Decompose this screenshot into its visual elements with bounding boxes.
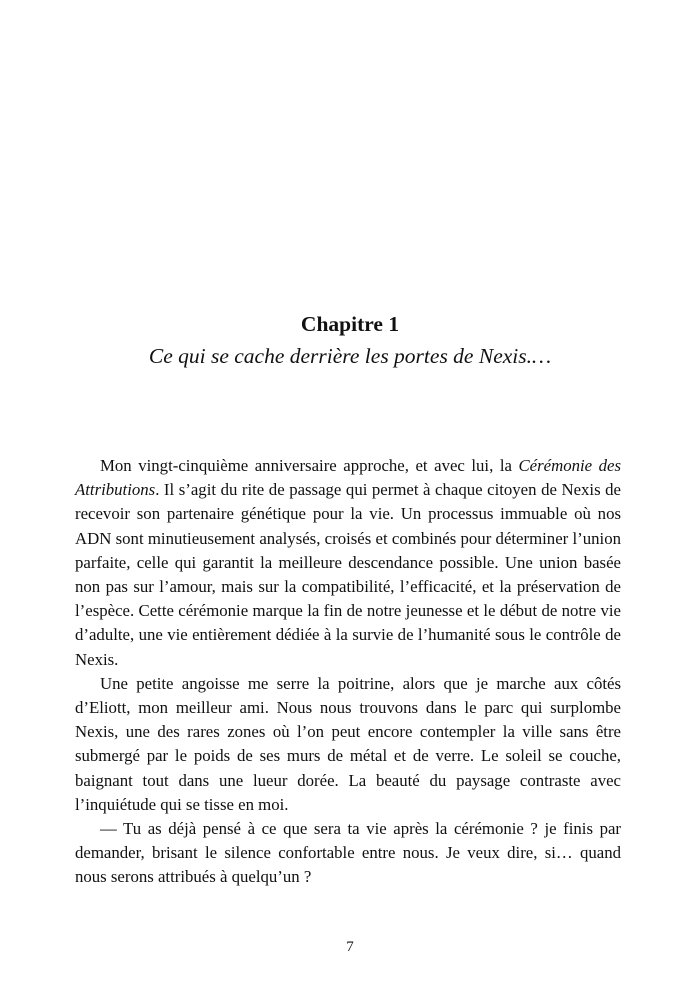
paragraph-text: . Il s’agit du rite de passage qui permet à chaque citoyen de Nexis de recevoir son partenaire génétique pour la vie. Un processus immuable où nos ADN sont minutieusement analysés, croisés et combinés pour déterminer l’union parfaite, celle qui garantit la meilleure descendance possible. Une union basée non pas sur l’amour, mais sur la compatibilité, l’efficacité, et la préservation de l’espèce. Cette cérémonie marque la fin de notre jeunesse et le début de notre vie d’adulte, une vie entièrement dédiée à la survie de l’humanité sous le contrôle de Nexis. [75,480,621,669]
paragraph [75,454,621,672]
paragraph: Une petite angoisse me serre la poitrine, alors que je marche aux côtés d’Eliott, mon meilleur ami. Nous nous trouvons dans le parc qui surplombe Nexis, une des rares zones où l’on peut encore contempler la ville sans être submergé par le poids de ses murs de métal et de verre. Le soleil se couche, baignant tout dans une lueur dorée. La beauté du paysage contraste avec l’inquiétude qui se tisse en moi. [75,673,621,814]
ceremony-title: Cérémonie des Attributions [75,456,621,500]
chapter-heading [0,310,700,370]
chapter-subtitle: Ce qui se cache derrière les portes de Nexis.… [148,344,552,368]
paragraph-dialogue: — Tu as déjà pensé à ce que sera ta vie après la cérémonie ? je finis par demander, brisant le silence confortable entre nous. Je veux dire, si… quand nous serons attribués à quelqu’un ? [75,819,621,887]
chapter-number: Chapitre 1 [300,312,400,336]
chapter-body [75,454,621,890]
paragraph-text: Mon vingt-cinquième anniversaire approche, et avec lui, la [100,456,519,475]
page-number: 7 [346,939,354,955]
